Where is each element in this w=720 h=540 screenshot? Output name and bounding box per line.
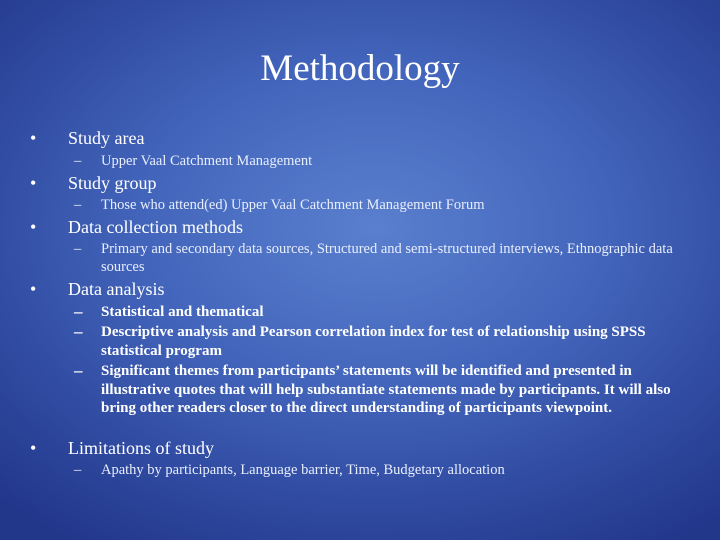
dash-icon: – (74, 197, 82, 213)
sub-bullet (74, 303, 684, 322)
bullet-heading: Study area (68, 128, 145, 148)
sub-bullet-text: Descriptive analysis and Pearson correlation index for test of relationship using SPSS statistical program (101, 324, 646, 359)
sub-bullet (74, 461, 684, 479)
dash-icon: – (74, 241, 82, 257)
sub-bullet-text: Apathy by participants, Language barrier, Time, Budgetary allocation (101, 462, 505, 478)
bullet-heading: Data analysis (68, 279, 165, 299)
sub-bullet (74, 196, 684, 214)
bullet-study-group (30, 172, 157, 194)
bullet-heading: Data collection methods (68, 217, 243, 237)
dash-icon: – (74, 462, 82, 478)
bullet-data-analysis (30, 278, 164, 300)
dash-icon: – (74, 361, 83, 380)
bullet-study-area (30, 127, 144, 149)
bullet-heading: Study group (68, 173, 157, 193)
dash-icon: – (74, 302, 83, 321)
bullet-icon: • (30, 217, 37, 237)
sub-bullet-text: Upper Vaal Catchment Management (101, 153, 313, 169)
dash-icon: – (74, 153, 82, 169)
bullet-icon: • (30, 173, 37, 193)
bullet-heading: Limitations of study (68, 438, 214, 458)
sub-bullet (74, 240, 684, 276)
sub-bullet (74, 152, 684, 170)
bullet-icon: • (30, 279, 37, 299)
sub-bullet (74, 323, 684, 360)
sub-bullet-text: Significant themes from participants’ statements will be identified and presented in illustrative quotes that will help substantiate statements made by participants. It will also bring other readers closer to the direct understanding of participants viewpoint. (101, 363, 671, 416)
bullet-data-collection (30, 216, 243, 238)
sub-bullet-text: Primary and secondary data sources, Structured and semi-structured interviews, Ethnographic data sources (101, 241, 673, 275)
bullet-icon: • (30, 128, 37, 148)
sub-bullet-text: Those who attend(ed) Upper Vaal Catchment Management Forum (101, 197, 485, 213)
sub-bullet-text: Statistical and thematical (101, 304, 264, 320)
sub-bullet (74, 362, 684, 418)
dash-icon: – (74, 322, 83, 341)
bullet-icon: • (30, 438, 37, 458)
bullet-limitations (30, 437, 214, 459)
slide-title: Methodology (260, 48, 460, 89)
